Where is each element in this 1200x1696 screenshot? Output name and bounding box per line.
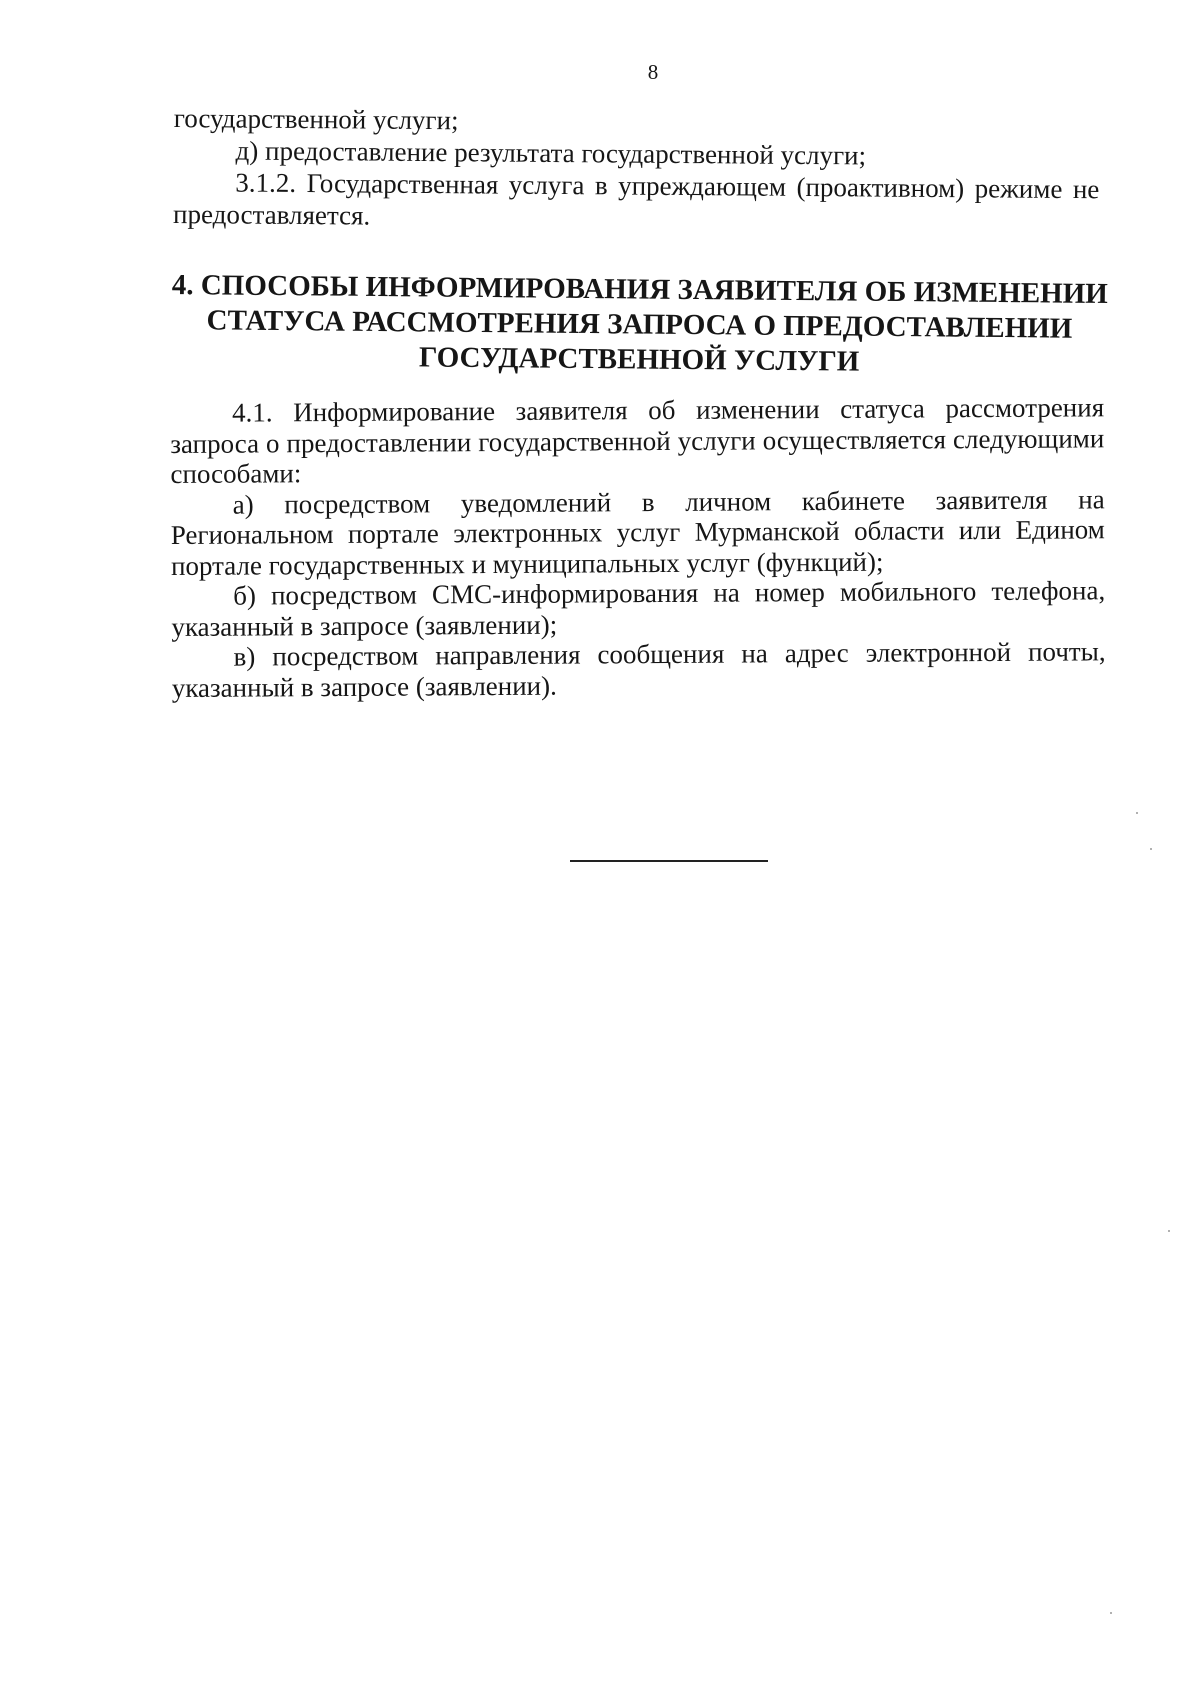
paragraph-item-d: д) предоставление результата государственной услуги;	[235, 135, 867, 171]
list-item-b: б) посредством СМС-информирования на номер мобильного телефона, указанный в запросе (заявлении);	[171, 575, 1106, 642]
end-separator-line	[570, 860, 768, 862]
heading-line: СТАТУСА РАССМОТРЕНИЯ ЗАПРОСА О ПРЕДОСТАВЛЕНИИ	[206, 304, 1073, 345]
page-number: 8	[647, 60, 659, 84]
scan-speck	[1168, 1230, 1170, 1232]
list-item-v: в) посредством направления сообщения на адрес электронной почты, указанный в запросе (заявлении).	[171, 636, 1106, 703]
paragraph-3-1-2: 3.1.2. Государственная услуга в упреждающем (проактивном) режиме не предоставляется.	[173, 167, 1100, 231]
scan-speck	[1110, 1612, 1112, 1614]
section-4-heading	[169, 268, 1110, 382]
paragraph-service-end: государственной услуги;	[173, 102, 459, 136]
heading-line: 4. СПОСОБЫ ИНФОРМИРОВАНИЯ ЗАЯВИТЕЛЯ ОБ ИЗМЕНЕНИИ	[171, 269, 1108, 311]
section3-tail	[173, 102, 1100, 237]
list-item-a: а) посредством уведомлений в личном кабинете заявителя на Региональном портале электронных услуг Мурманской области или Едином портале государственных и муниципальных услуг (функций);	[170, 483, 1105, 581]
scan-speck	[1150, 848, 1152, 850]
paragraph-4-1: 4.1. Информирование заявителя об изменении статуса рассмотрения запроса о предоставлении государственной услуги осуществляется следующими способами:	[170, 392, 1105, 489]
scan-speck	[1136, 812, 1138, 814]
section-4-body	[170, 392, 1106, 703]
heading-line: ГОСУДАРСТВЕННОЙ УСЛУГИ	[418, 341, 860, 378]
